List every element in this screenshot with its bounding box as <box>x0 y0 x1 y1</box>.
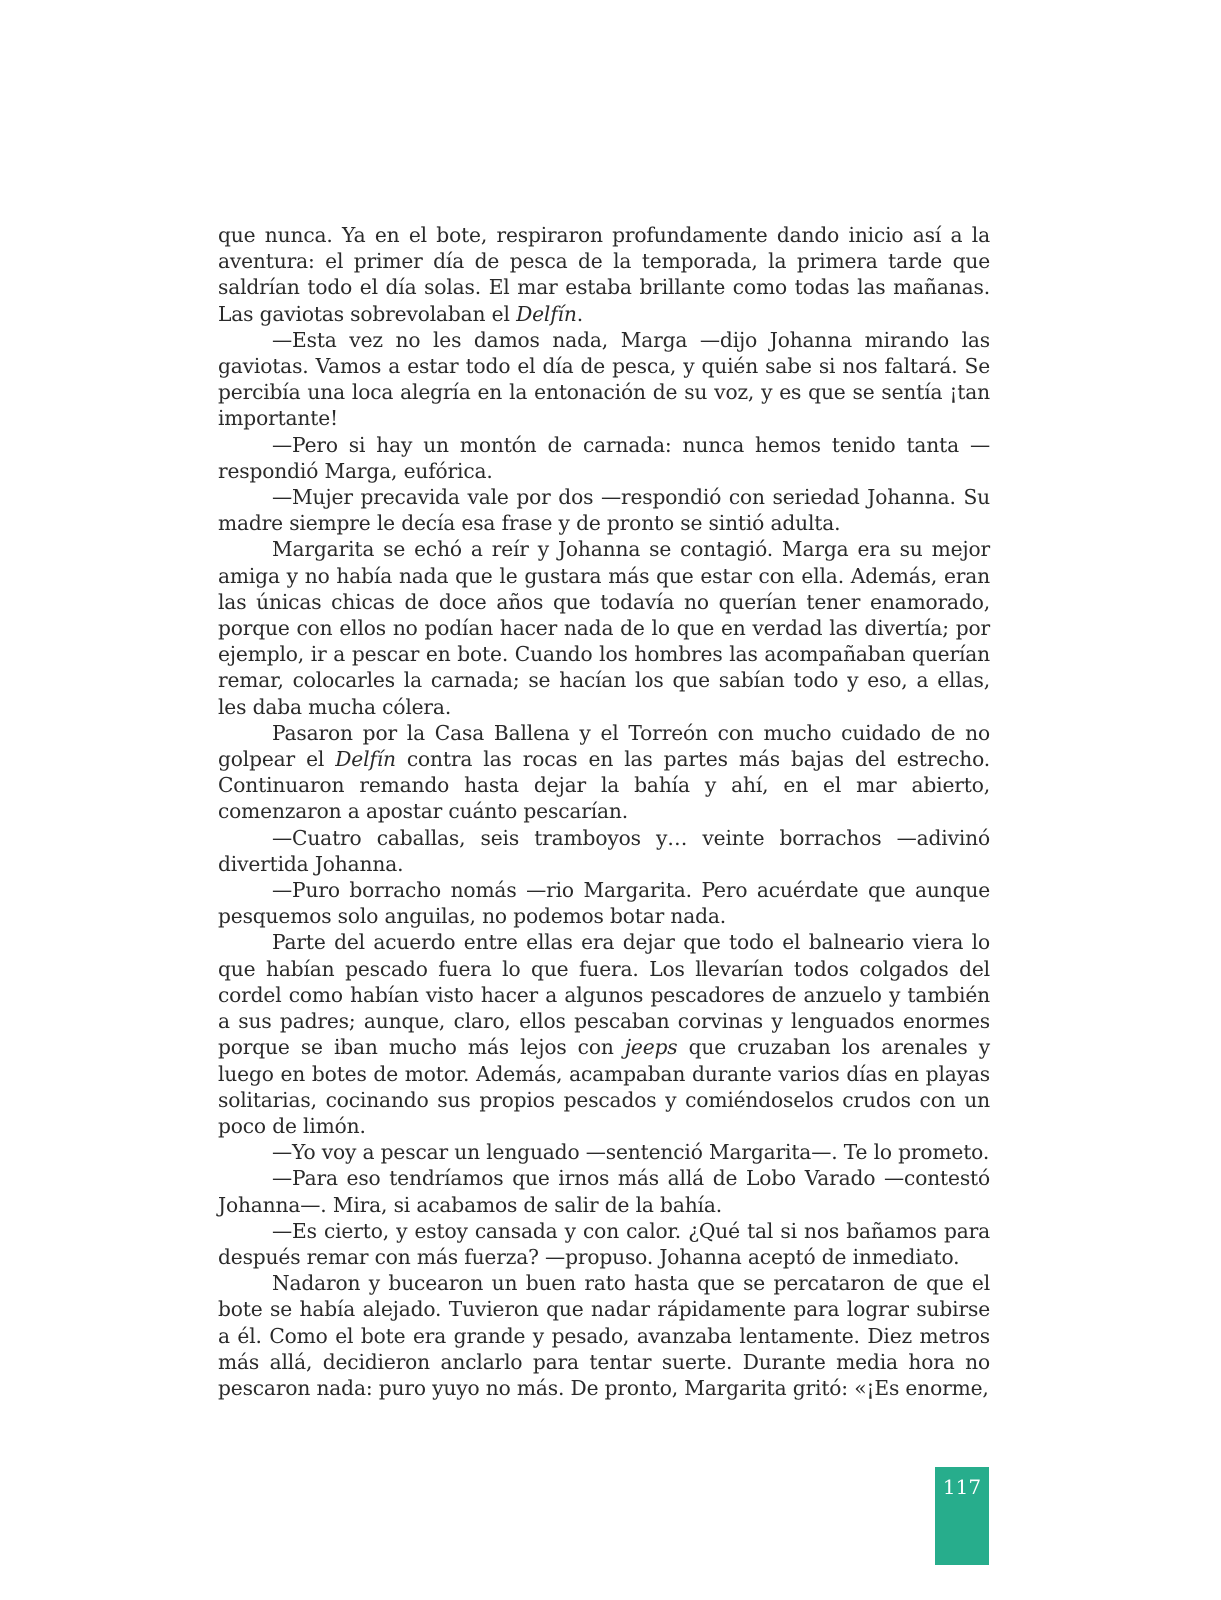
paragraph <box>218 929 990 1139</box>
paragraph <box>218 1218 990 1270</box>
paragraph <box>218 536 990 719</box>
text-run: Pasaron por la Casa Ballena y el Torreón con mucho cuidado de no golpear el <box>218 720 990 772</box>
paragraph <box>218 720 990 825</box>
paragraph <box>218 877 990 929</box>
paragraph <box>218 825 990 877</box>
text-run: —Esta vez no les damos nada, Marga —dijo Johanna mirando las gaviotas. Vamos a estar todo el día de pesca, y quién sabe si nos faltará. Se percibía una loca alegría en la entonación de su voz, y es que se sentía ¡tan importante! <box>218 327 990 431</box>
italic-text: Delfín <box>335 747 396 772</box>
paragraph <box>218 1139 990 1165</box>
paragraph <box>218 327 990 432</box>
text-run: que nunca. Ya en el bote, respiraron profundamente dando inicio así a la aventura: el primer día de pesca de la temporada, la primera tarde que saldrían todo el día solas. El mar estaba brillante como todas las mañanas. Las gaviotas sobrevolaban el <box>218 223 990 326</box>
paragraph <box>218 484 990 536</box>
italic-text: jeeps <box>624 1035 678 1060</box>
text-run: Margarita se echó a reír y Johanna se contagió. Marga era su mejor amiga y no había nada que le gustara más que estar con ella. Además, eran las únicas chicas de doce años que todavía no querían tener enamorado, porque con ellos no podían hacer nada de lo que en verdad las divertía; por ejemplo, ir a pescar en bote. Cuando los hombres las acompañaban querían remar, colocarles la carnada; se hacían los que sabían todo y eso, a ellas, les daba mucha cólera. <box>218 537 990 719</box>
text-run: que cruzaban los arenales y luego en botes de motor. Además, acampaban durante varios días en playas solitarias, cocinando sus propios pescados y comiéndoselos crudos con un poco de limón. <box>218 1035 990 1138</box>
text-run: —Pero si hay un montón de carnada: nunca hemos tenido tanta —respondió Marga, eufórica. <box>218 432 990 483</box>
italic-text: Delfín <box>516 301 577 326</box>
page-body-text <box>218 222 990 1401</box>
text-run: —Es cierto, y estoy cansada y con calor. ¿Qué tal si nos bañamos para después remar con más fuerza? —propuso. Johanna aceptó de inmediato. <box>218 1218 990 1269</box>
text-run: Nadaron y bucearon un buen rato hasta que se percataron de que el bote se había alejado. Tuvieron que nadar rápidamente para lograr subirse a él. Como el bote era grande y pesado, avanzaba lentamente. Diez metros más allá, decidieron anclarlo para tentar suerte. Durante media hora no pescaron nada: puro yuyo no más. De pronto, Margarita gritó: «¡Es enorme, <box>218 1271 990 1400</box>
paragraph <box>218 1165 990 1217</box>
text-run: —Puro borracho nomás —rio Margarita. Pero acuérdate que aunque pesquemos solo anguilas, no podemos botar nada. <box>218 878 990 929</box>
paragraph <box>218 1270 990 1401</box>
paragraph <box>218 432 990 484</box>
text-run: . <box>576 301 583 326</box>
text-run: contra las rocas en las partes más bajas del estrecho. Continuaron remando hasta dejar la bahía y ahí, en el mar abierto, comenzaron a apostar cuánto pescarían. <box>218 747 990 824</box>
text-run: —Yo voy a pescar un lenguado —sentenció Margarita—. Te lo prometo. <box>272 1140 990 1165</box>
text-run: —Mujer precavida vale por dos —respondió con seriedad Johanna. Su madre siempre le decía esa frase y de pronto se sintió adulta. <box>218 485 990 536</box>
text-run: —Cuatro caballas, seis tramboyos y… veinte borrachos —adivinó divertida Johanna. <box>218 825 990 876</box>
page-number: 117 <box>942 1475 982 1499</box>
paragraph <box>218 222 990 327</box>
text-run: —Para eso tendríamos que irnos más allá de Lobo Varado —contestó Johanna—. Mira, si acabamos de salir de la bahía. <box>218 1166 990 1217</box>
page-number-badge <box>935 1467 989 1565</box>
text-run: Parte del acuerdo entre ellas era dejar que todo el balneario viera lo que habían pescado fuera lo que fuera. Los llevarían todos colgados del cordel como habían visto hacer a algunos pescadores de anzuelo y también a sus padres; aunque, claro, ellos pescaban corvinas y lenguados enormes porque se iban mucho más lejos con <box>218 930 990 1060</box>
